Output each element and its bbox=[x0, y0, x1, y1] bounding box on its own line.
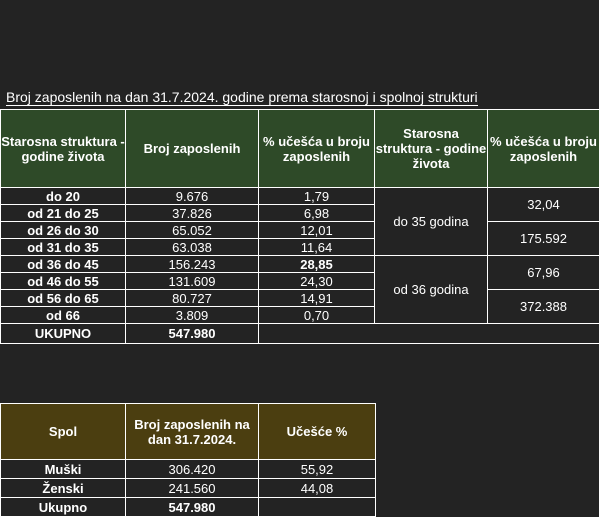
age-group-cell: od 31 do 35 bbox=[1, 239, 126, 256]
table-row bbox=[1, 290, 599, 307]
total-count-cell: 547.980 bbox=[126, 324, 259, 344]
summary-pct-cell: 67,96 bbox=[488, 256, 599, 290]
total-empty-cell bbox=[259, 324, 599, 344]
table-row bbox=[1, 256, 599, 273]
header-share: Učešće % bbox=[259, 404, 376, 460]
summary-pct-cell: 32,04 bbox=[488, 188, 599, 222]
pct-cell: 14,91 bbox=[259, 290, 375, 307]
age-group-cell: do 20 bbox=[1, 188, 126, 205]
count-cell: 241.560 bbox=[126, 479, 259, 498]
age-group-cell: od 66 bbox=[1, 307, 126, 324]
age-group-cell: od 36 do 45 bbox=[1, 256, 126, 273]
pct-cell: 11,64 bbox=[259, 239, 375, 256]
table-row bbox=[1, 460, 376, 479]
count-cell: 37.826 bbox=[126, 205, 259, 222]
total-empty-cell bbox=[259, 498, 376, 517]
pct-cell: 6,98 bbox=[259, 205, 375, 222]
pct-cell: 24,30 bbox=[259, 273, 375, 290]
age-group-cell: od 56 do 65 bbox=[1, 290, 126, 307]
pct-cell: 0,70 bbox=[259, 307, 375, 324]
table-row bbox=[1, 188, 599, 205]
age-group-cell: od 46 do 55 bbox=[1, 273, 126, 290]
table-row bbox=[1, 479, 376, 498]
summary-label-cell: od 36 godina bbox=[375, 256, 488, 324]
age-structure-table bbox=[0, 109, 599, 344]
total-count-cell: 547.980 bbox=[126, 498, 259, 517]
count-cell: 65.052 bbox=[126, 222, 259, 239]
header-share-percent: % učešća u broju zaposlenih bbox=[259, 110, 375, 188]
page-title: Broj zaposlenih na dan 31.7.2024. godine prema starosnoj i spolnoj strukturi bbox=[6, 89, 478, 105]
sex-label-cell: Muški bbox=[1, 460, 126, 479]
total-label-cell: UKUPNO bbox=[1, 324, 126, 344]
total-row bbox=[1, 324, 599, 344]
total-row bbox=[1, 498, 376, 517]
header-employee-count-date: Broj zaposlenih na dan 31.7.2024. bbox=[126, 404, 259, 460]
age-group-cell: od 21 do 25 bbox=[1, 205, 126, 222]
pct-cell: 12,01 bbox=[259, 222, 375, 239]
count-cell: 3.809 bbox=[126, 307, 259, 324]
pct-cell: 55,92 bbox=[259, 460, 376, 479]
summary-count-cell: 372.388 bbox=[488, 290, 599, 324]
total-label-cell: Ukupno bbox=[1, 498, 126, 517]
summary-count-cell: 175.592 bbox=[488, 222, 599, 256]
pct-cell: 44,08 bbox=[259, 479, 376, 498]
header-employee-count: Broj zaposlenih bbox=[126, 110, 259, 188]
table-header-row bbox=[1, 404, 376, 460]
header-share-percent-summary: % učešća u broju zaposlenih bbox=[488, 110, 599, 188]
count-cell: 156.243 bbox=[126, 256, 259, 273]
age-group-cell: od 26 do 30 bbox=[1, 222, 126, 239]
table-header-row bbox=[1, 110, 599, 188]
sex-structure-table bbox=[0, 403, 376, 517]
pct-cell: 28,85 bbox=[259, 256, 375, 273]
count-cell: 306.420 bbox=[126, 460, 259, 479]
header-age-group: Starosna struktura - godine života bbox=[1, 110, 126, 188]
header-age-group-summary: Starosna struktura - godine života bbox=[375, 110, 488, 188]
count-cell: 131.609 bbox=[126, 273, 259, 290]
count-cell: 80.727 bbox=[126, 290, 259, 307]
summary-label-cell: do 35 godina bbox=[375, 188, 488, 256]
sex-label-cell: Ženski bbox=[1, 479, 126, 498]
header-sex: Spol bbox=[1, 404, 126, 460]
count-cell: 9.676 bbox=[126, 188, 259, 205]
count-cell: 63.038 bbox=[126, 239, 259, 256]
table-row bbox=[1, 222, 599, 239]
pct-cell: 1,79 bbox=[259, 188, 375, 205]
